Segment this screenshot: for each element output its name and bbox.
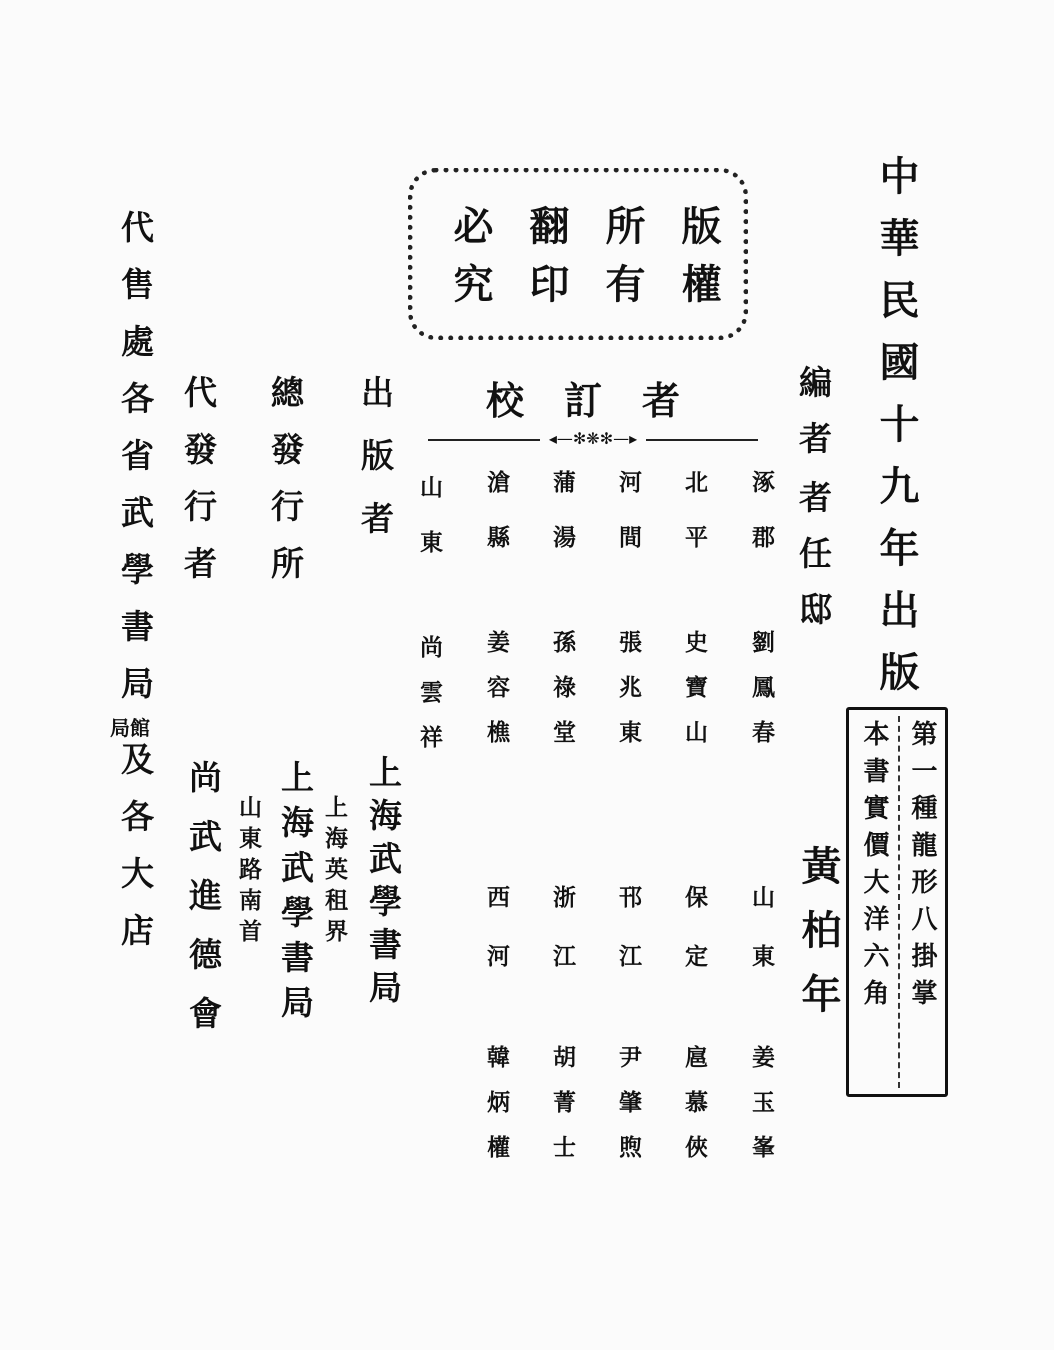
agent-distributor-location: 山東路南首 (235, 795, 262, 950)
proofreader-place: 滄縣 (483, 470, 510, 580)
proofreader-name: 尚雲祥 (416, 635, 443, 770)
proofreader-place: 浙江 (549, 885, 576, 1003)
proofreader-name: 扈慕俠 (681, 1045, 708, 1180)
copyright-col-2: 所有 (599, 205, 646, 321)
copyright-col-1: 版權 (675, 205, 722, 321)
general-distributor-location: 上海英租界 (321, 795, 348, 950)
proofreader-place: 河間 (615, 470, 642, 580)
book-price: 本書實價大洋六角 (859, 720, 889, 1016)
proofreader-place: 西河 (483, 885, 510, 1003)
proofreader-place: 北平 (681, 470, 708, 580)
copyright-col-4: 必究 (447, 205, 494, 321)
proofreader-name: 姜玉峯 (748, 1045, 775, 1180)
proofreader-name: 張兆東 (615, 630, 642, 765)
proofreader-place: 保定 (681, 885, 708, 1003)
publisher-label: 出版者 (356, 375, 395, 564)
agent-distributor-label: 代發行者 (179, 375, 218, 603)
proofreaders-heading: 校訂者 (486, 378, 721, 423)
proofreader-place: 蒲湯 (549, 470, 576, 580)
proofreader-name: 姜容樵 (483, 630, 510, 765)
proofreader-place: 山東 (748, 885, 775, 1003)
editor-label-2: 者任邸 (794, 480, 833, 648)
proofreader-name: 韓炳權 (483, 1045, 510, 1180)
proofreader-name: 胡菁士 (549, 1045, 576, 1180)
proofreader-place: 山東 (416, 475, 443, 585)
box-divider (898, 716, 900, 1088)
agent-distributor-name: 尚武進德會 (184, 760, 223, 1055)
proofreader-name: 尹肇煦 (615, 1045, 642, 1180)
price-box (846, 707, 948, 1097)
series-title: 第一種龍形八掛掌 (907, 720, 937, 1016)
sales-agents-small: 局館 (110, 716, 150, 740)
proofreader-place: 邗江 (615, 885, 642, 1003)
sales-agents-text: 代售處各省武學書局 (116, 210, 155, 723)
publication-date: 中華民國十九年出版 (873, 155, 920, 713)
proofreader-name: 劉鳳春 (748, 630, 775, 765)
proofreader-name: 史寶山 (681, 630, 708, 765)
general-distributor-label: 總發行所 (266, 375, 305, 603)
sales-agents-text-2: 及各大店 (116, 742, 155, 970)
editor-label: 編者 (794, 365, 833, 477)
proofreader-name: 孫祿堂 (549, 630, 576, 765)
editor-name: 黃柏年 (795, 845, 842, 1037)
copyright-col-3: 翻印 (523, 205, 570, 321)
proofreader-place: 涿郡 (748, 470, 775, 580)
heading-ornament: ◂—✻❋✻—▸ (540, 427, 646, 451)
general-distributor-name: 上海武學書局 (276, 760, 315, 1030)
publisher-name: 上海武學書局 (364, 755, 403, 1013)
